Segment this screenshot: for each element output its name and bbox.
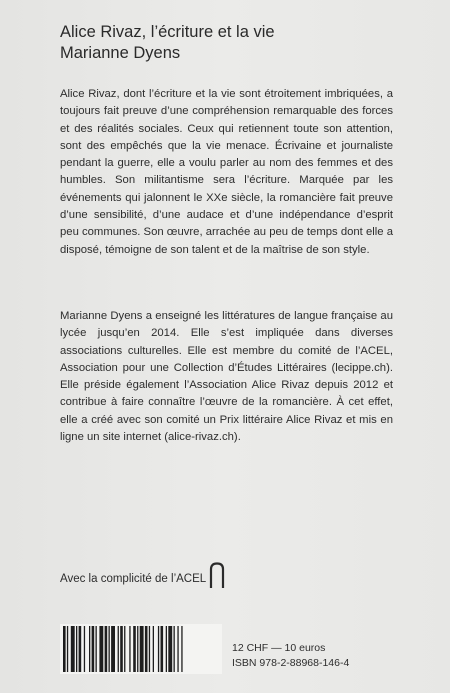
barcode-bar: [149, 626, 150, 672]
barcode-bar: [111, 626, 115, 672]
barcode-icon: [60, 624, 222, 674]
barcode-bar: [158, 626, 159, 672]
title-block: [60, 22, 420, 64]
barcode-bar: [161, 626, 164, 672]
barcode-bar: [120, 626, 123, 672]
barcode-bar: [67, 626, 68, 672]
barcode-bar: [168, 626, 172, 672]
book-title: Alice Rivaz, l’écriture et la vie: [60, 23, 275, 41]
barcode-bar: [137, 626, 138, 672]
barcode-bar: [133, 626, 136, 672]
price-isbn-block: [232, 641, 349, 671]
barcode-bar: [124, 626, 125, 672]
barcode-bar: [63, 626, 66, 672]
summary-paragraph: Alice Rivaz, dont l’écriture et la vie sont étroitement imbriquées, a toujours fait preuve d’une compréhension remarquable des forces et des réalités sociales. Ceux qui retiennent toute son attention, sont des empêchés que la vie menace. Écrivaine et journaliste pendant la guerre, elle a voulu parler au nom des femmes et des humbles. Son militantisme sera l’écriture. Marquée par les événements qui jalonnent le XXe siècle, la romancière fait preuve d’une sensibilité, d’une audace et d’une indépendance d’esprit peu communes. Son œuvre, arrachée au peu de temps dont elle a disposé, témoigne de son talent et de la maîtrise de son style.: [60, 88, 393, 256]
barcode-bar: [92, 626, 95, 672]
barcode-bar: [145, 626, 148, 672]
isbn-text: ISBN 978-2-88968-146-4: [232, 657, 350, 669]
barcode-bar: [166, 626, 167, 672]
barcode-bar: [140, 626, 144, 672]
publisher-credit: [60, 562, 225, 588]
barcode-bar: [174, 626, 175, 672]
book-author: Marianne Dyens: [60, 44, 181, 62]
barcode-bar: [105, 626, 108, 672]
author-bio-paragraph: Marianne Dyens a enseigné les littératures de langue française au lycée jusqu’en 2014. Elle s’est impliquée dans diverses associations culturelles. Elle est membre du comité de l’ACEL, Association pour une Collection d’Études Littéraires (lecippe.ch). Elle préside également l’Association Alice Rivaz depuis 2012 et contribue à faire connaître l’œuvre de la romancière. À cet effet, elle a créé avec son comité un Prix littéraire Alice Rivaz et mis en ligne un site internet (alice-rivaz.ch).: [60, 310, 393, 444]
barcode-bar: [177, 626, 178, 672]
barcode-bar: [129, 626, 130, 672]
barcode-bar: [89, 626, 90, 672]
barcode-bar: [99, 626, 103, 672]
price-text: 12 CHF — 10 euros: [232, 642, 326, 654]
barcode-bar: [79, 626, 82, 672]
barcode-bar: [109, 626, 110, 672]
barcode-bar: [76, 626, 77, 672]
barcode-bar: [153, 626, 154, 672]
barcode-bar: [181, 626, 182, 672]
publisher-credit-text: Avec la complicité de l’ACEL: [60, 573, 207, 585]
acel-logo-icon: [209, 562, 225, 588]
barcode-bar: [84, 626, 85, 672]
barcode-bar: [118, 626, 119, 672]
barcode-bar: [71, 626, 75, 672]
barcode-bar: [96, 626, 97, 672]
